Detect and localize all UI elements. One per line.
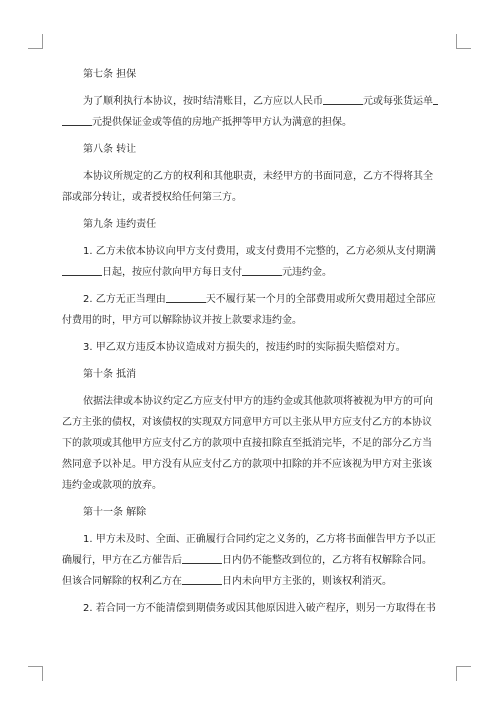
article-7-title: 第七条 担保	[83, 69, 137, 80]
days-blank[interactable]	[182, 573, 222, 585]
article-7-para-line-2: 元提供保证金或等值的房地产抵押等甲方认为满意的担保。	[62, 112, 438, 133]
amount-blank-tail[interactable]	[433, 93, 438, 105]
article-10-para-line-2: 乙方主张的债权，对该债权的实现双方同意甲方可以主张从甲方应支付乙方的本协议	[62, 417, 432, 428]
penalty-blank[interactable]	[242, 264, 282, 276]
article-10-title: 第十条 抵消	[83, 369, 137, 380]
article-10-para-line-3: 下的款项或其他甲方应支付乙方的款项中直接扣除直至抵消完毕，不足的部分乙方当	[62, 438, 432, 449]
days-blank[interactable]	[182, 552, 222, 564]
article-9-item-2-line-1: 2. 乙方无正当理由 天不履行某一个月的全部费用或所欠费用超过全部应	[62, 289, 438, 310]
days-blank[interactable]	[62, 264, 102, 276]
crop-mark-bottom-left	[28, 666, 43, 681]
article-9-item-2-line-2: 付费用的时，甲方可以解除协议并按上款要求违约金。	[62, 315, 302, 326]
article-11-item-1-line-3: 但该合同解除的权利乙方在 日内未向甲方主张的，则该权利消灭。	[62, 571, 438, 592]
crop-mark-top-right	[456, 34, 471, 49]
article-9-item-1-line-2: 日起，按应付款向甲方每日支付 元违约金。	[62, 262, 438, 283]
article-11-item-2-line-1: 2. 若合同一方不能清偿到期债务或因其他原因进入破产程序，则另一方取得在书	[83, 603, 436, 614]
article-8-title: 第八条 转让	[83, 144, 137, 155]
article-7-para-line-1: 为了顺利执行本协议，按时结清账目，乙方应以人民币 元或每张货运单	[62, 91, 438, 112]
article-9-item-3-line-1: 3. 甲乙双方违反本协议造成对方损失的，按违约时的实际损失赔偿对方。	[83, 342, 406, 353]
article-9-title: 第九条 违约责任	[83, 219, 157, 230]
article-10-para-line-4: 然同意予以补足。甲方没有从应支付乙方的款项中扣除的并不应该视为甲方对主张该	[62, 459, 432, 470]
crop-mark-bottom-right	[456, 666, 471, 681]
amount-blank[interactable]	[323, 93, 363, 105]
article-11-item-1-line-1: 1. 甲方未及时、全面、正确履行合同约定之义务的，乙方将书面催告甲方予以正	[83, 534, 436, 545]
article-8-para-line-1: 本协议所规定的乙方的权利和其他职责，未经甲方的书面同意，乙方不得将其全	[83, 171, 433, 182]
article-11-item-1-line-2: 确履行，甲方在乙方催告后 日内仍不能整改到位的，乙方将有权解除合同。	[62, 550, 438, 571]
article-8-para-line-2: 部或部分转让，或者授权给任何第三方。	[62, 192, 242, 203]
article-10-para-line-1: 依据法律或本协议约定乙方应支付甲方的违约金或其他款项将被视为甲方的可向	[83, 396, 433, 407]
days-blank[interactable]	[166, 291, 206, 303]
article-10-para-line-5: 违约金或款项的放弃。	[62, 480, 162, 491]
article-9-item-1-line-1: 1. 乙方未依本协议向甲方支付费用，或支付费用不完整的，乙方必须从支付期满	[83, 246, 436, 257]
article-11-title: 第十一条 解除	[83, 507, 147, 518]
crop-mark-top-left	[28, 34, 43, 49]
document-body	[62, 64, 438, 619]
per-waybill-blank[interactable]	[62, 114, 92, 126]
